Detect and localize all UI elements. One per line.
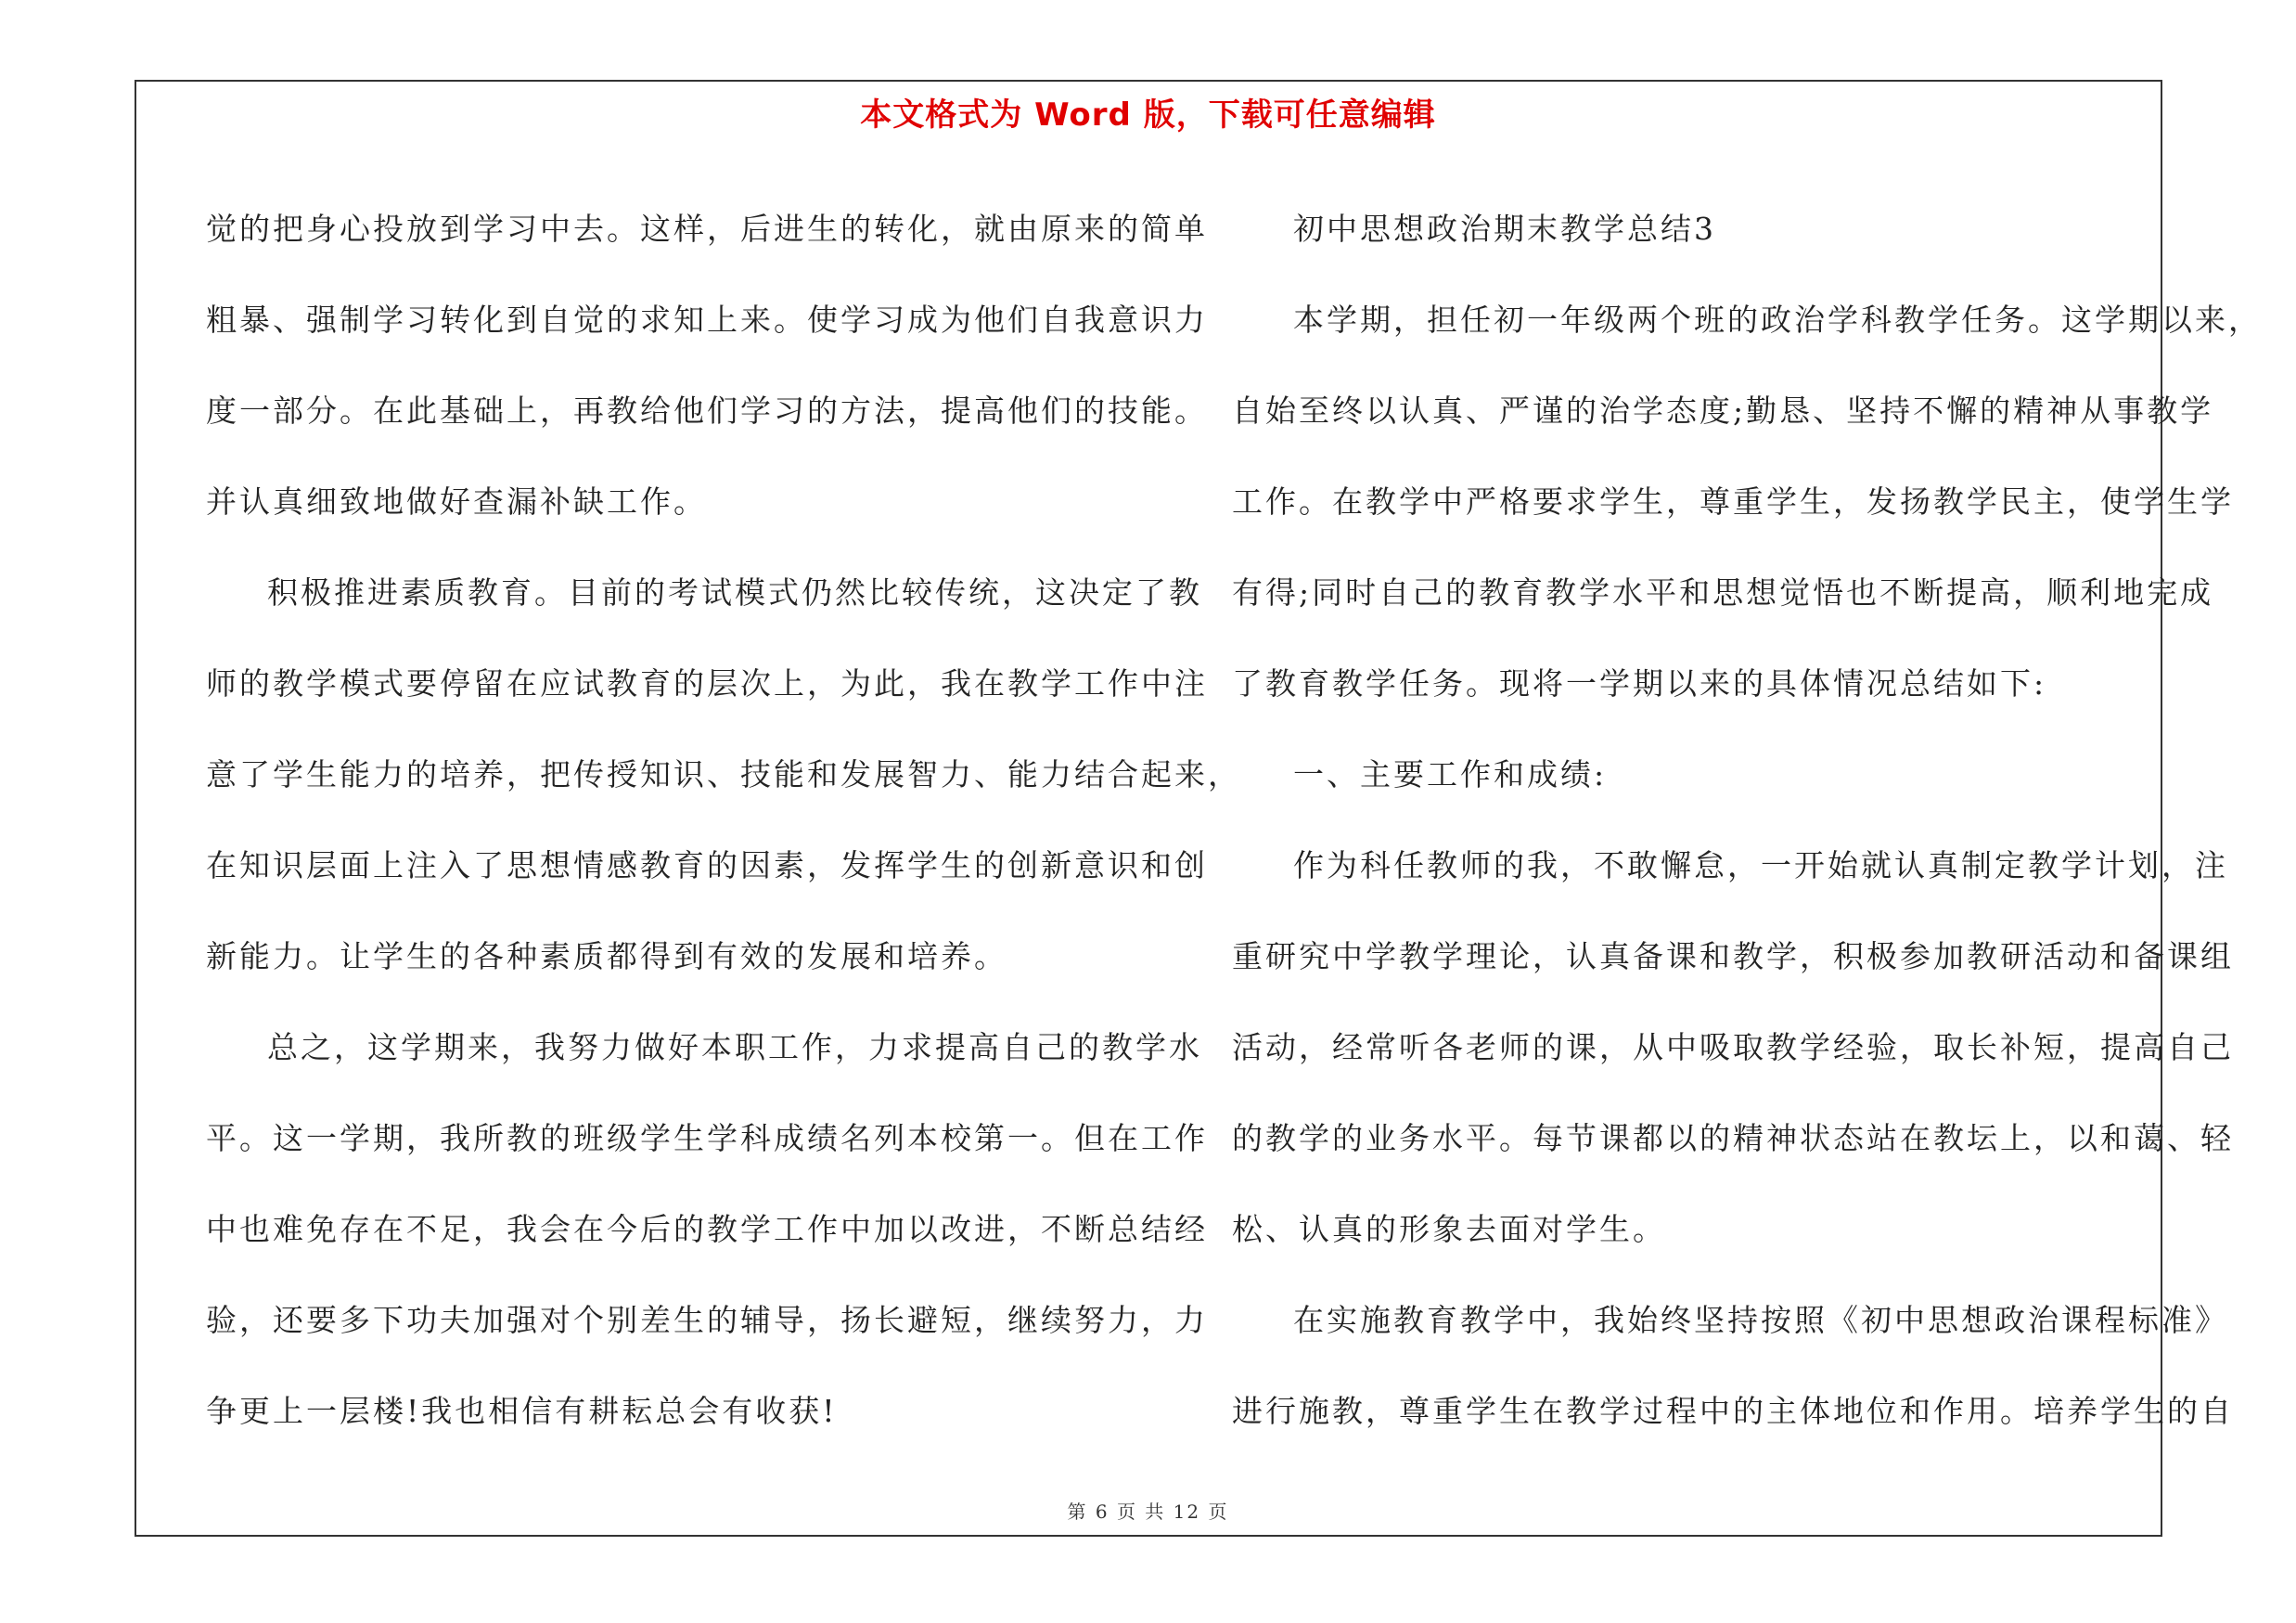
text-line: 争更上一层楼!我也相信有耕耘总会有收获! bbox=[206, 1393, 838, 1429]
text-line: 觉的把身心投放到学习中去。这样，后进生的转化，就由原来的简单 bbox=[206, 211, 1208, 247]
text-line: 师的教学模式要停留在应试教育的层次上，为此，我在教学工作中注 bbox=[206, 665, 1208, 702]
text-line: 粗暴、强制学习转化到自觉的求知上来。使学习成为他们自我意识力 bbox=[206, 302, 1208, 338]
text-line: 进行施教，尊重学生在教学过程中的主体地位和作用。培养学生的自 bbox=[1232, 1393, 2234, 1429]
text-line: 有得;同时自己的教育教学水平和思想觉悟也不断提高，顺利地完成 bbox=[1232, 574, 2214, 611]
text-line: 活动，经常听各老师的课，从中吸取教学经验，取长补短，提高自己 bbox=[1232, 1029, 2234, 1065]
paragraph-start-line: 积极推进素质教育。目前的考试模式仍然比较传统，这决定了教 bbox=[267, 574, 1202, 611]
section-title: 初中思想政治期末教学总结3 bbox=[1293, 211, 1716, 247]
text-line: 意了学生能力的培养，把传授知识、技能和发展智力、能力结合起来， bbox=[206, 756, 1241, 792]
text-line: 平。这一学期，我所教的班级学生学科成绩名列本校第一。但在工作 bbox=[206, 1120, 1208, 1156]
left-text-column bbox=[206, 184, 1241, 1457]
text-line: 在知识层面上注入了思想情感教育的因素，发挥学生的创新意识和创 bbox=[206, 847, 1208, 883]
text-line: 重研究中学教学理论，认真备课和教学，积极参加教研活动和备课组 bbox=[1232, 938, 2234, 974]
text-line: 自始至终以认真、严谨的治学态度;勤恳、坚持不懈的精神从事教学 bbox=[1232, 393, 2214, 429]
right-text-column bbox=[1232, 184, 2262, 1457]
paragraph-start-line: 本学期，担任初一年级两个班的政治学科教学任务。这学期以来， bbox=[1293, 302, 2262, 338]
text-line: 并认真细致地做好查漏补缺工作。 bbox=[206, 483, 707, 520]
subheading: 一、主要工作和成绩: bbox=[1293, 756, 1608, 792]
text-line: 的教学的业务水平。每节课都以的精神状态站在教坛上，以和蔼、轻 bbox=[1232, 1120, 2234, 1156]
page-number-footer: 第 6 页 共 12 页 bbox=[1067, 1501, 1229, 1523]
text-line: 度一部分。在此基础上，再教给他们学习的方法，提高他们的技能。 bbox=[206, 393, 1208, 429]
text-line: 中也难免存在不足，我会在今后的教学工作中加以改进，不断总结经 bbox=[206, 1211, 1208, 1247]
text-line: 新能力。让学生的各种素质都得到有效的发展和培养。 bbox=[206, 938, 1007, 974]
text-line: 了教育教学任务。现将一学期以来的具体情况总结如下: bbox=[1232, 665, 2047, 702]
word-format-banner: 本文格式为 Word 版，下载可任意编辑 bbox=[860, 97, 1436, 134]
text-line: 工作。在教学中严格要求学生，尊重学生，发扬教学民主，使学生学 bbox=[1232, 483, 2234, 520]
text-line: 验，还要多下功夫加强对个别差生的辅导，扬长避短，继续努力，力 bbox=[206, 1302, 1208, 1338]
text-line: 松、认真的形象去面对学生。 bbox=[1232, 1211, 1666, 1247]
paragraph-start-line: 总之，这学期来，我努力做好本职工作，力求提高自己的教学水 bbox=[267, 1029, 1202, 1065]
paragraph-start-line: 作为科任教师的我，不敢懈怠，一开始就认真制定教学计划，注 bbox=[1293, 847, 2228, 883]
paragraph-start-line: 在实施教育教学中，我始终坚持按照《初中思想政治课程标准》 bbox=[1293, 1302, 2228, 1338]
